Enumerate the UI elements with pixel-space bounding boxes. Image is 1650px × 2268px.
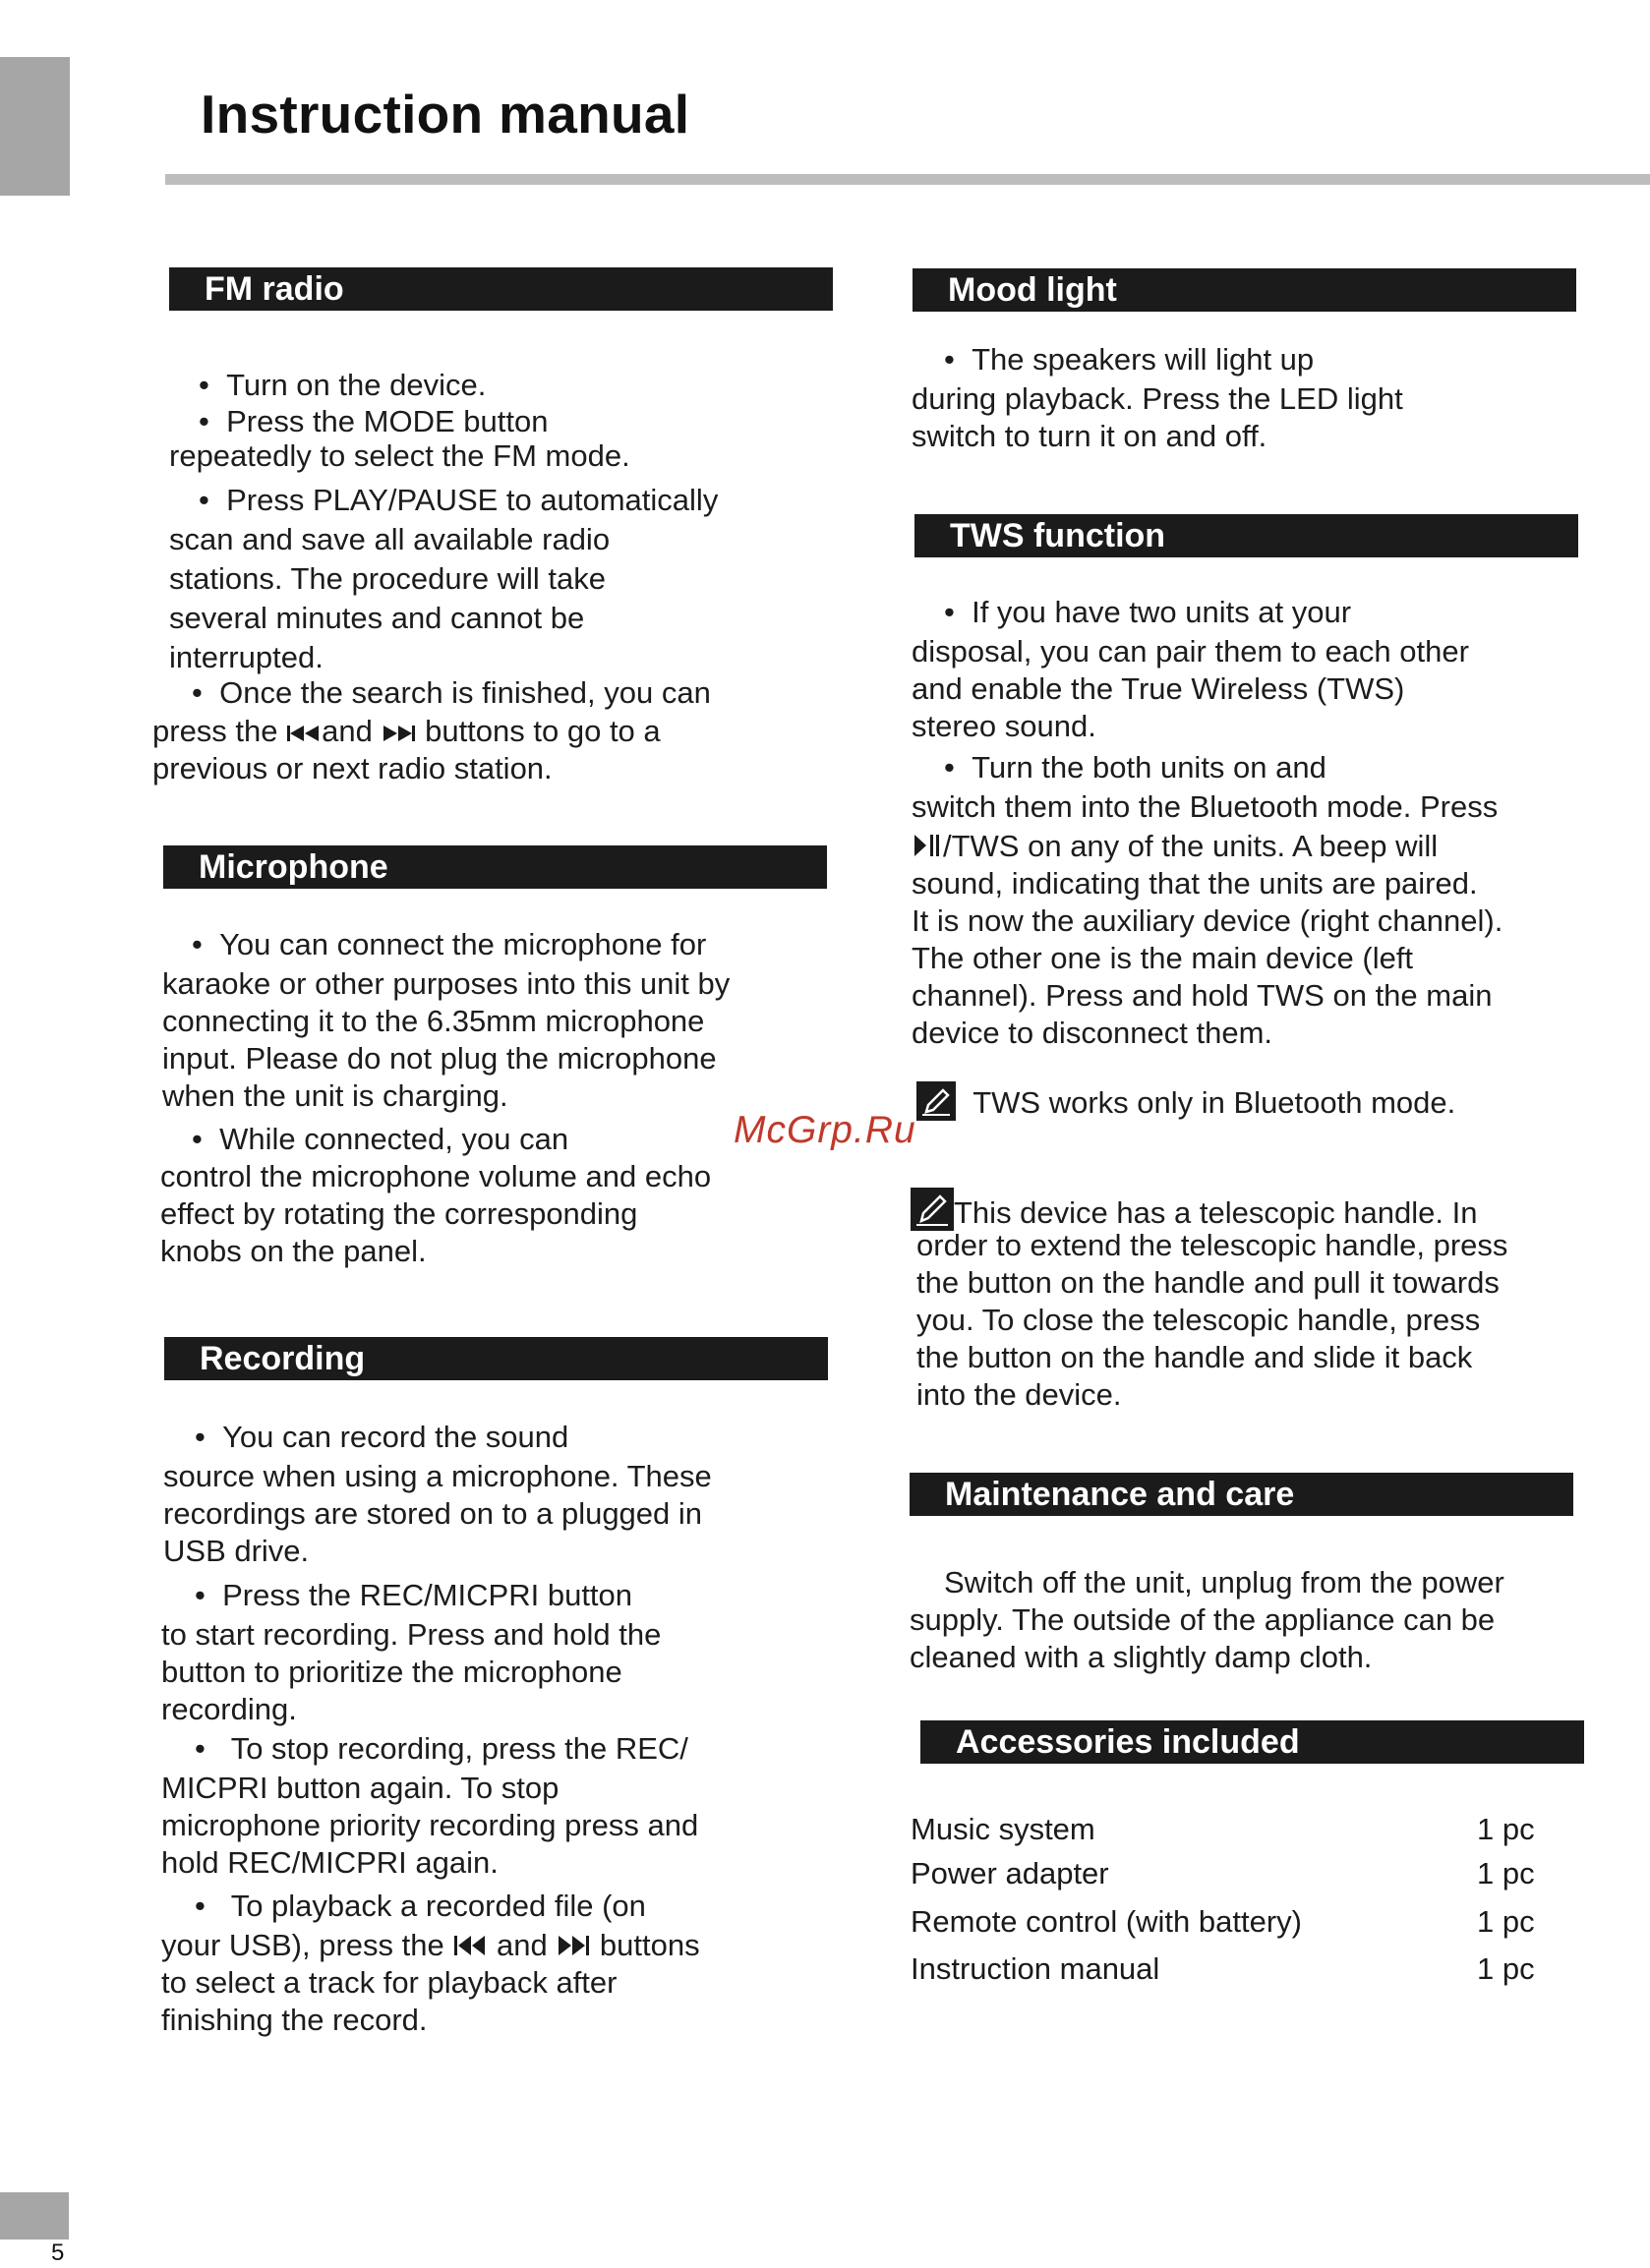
text-line: interrupted. [169,640,324,674]
header-rule [165,174,1650,185]
text-line: effect by rotating the corresponding [160,1196,638,1231]
text-line: the button on the handle and slide it back [916,1340,1473,1374]
accessory-name: Music system [911,1812,1095,1846]
page-edge-tab [0,2192,69,2239]
text-line: scan and save all available radio [169,522,611,556]
text-line: stations. The procedure will take [169,561,606,596]
text-line: disposal, you can pair them to each other [912,634,1469,669]
accessory-name: Instruction manual [911,1951,1160,1986]
text-line: connecting it to the 6.35mm microphone [162,1004,705,1038]
accessory-row [911,1951,1540,1991]
bullet-line: • To stop recording, press the REC/ [195,1731,688,1766]
play-pause-icon [912,832,943,859]
page-edge-tab [0,57,70,196]
text-line: press the and buttons to go to a [152,714,661,748]
accessory-name: Remote control (with battery) [911,1904,1302,1939]
text-line: finishing the record. [161,2003,428,2037]
text-line: karaoke or other purposes into this unit by [162,966,731,1001]
text-line: cleaned with a slightly damp cloth. [910,1640,1373,1674]
text-line: several minutes and cannot be [169,601,585,635]
section-heading-recording: Recording [164,1337,828,1380]
text-line: source when using a microphone. These [163,1459,712,1493]
bullet-line: • Once the search is finished, you can [192,675,711,710]
text-line: switch to turn it on and off. [912,419,1267,453]
section-heading-accessories: Accessories included [920,1720,1584,1764]
text-line: MICPRI button again. To stop [161,1771,560,1805]
text-line: sound, indicating that the units are paired. [912,866,1478,901]
accessory-qty: 1 pc [1477,1856,1535,1890]
text-line: input. Please do not plug the microphone [162,1041,717,1076]
text-line: your USB), press the and buttons [161,1928,700,1962]
bullet-line: • If you have two units at your [944,595,1352,629]
skip-forward-icon [381,723,416,744]
bullet-line: • Press the MODE button [199,404,549,438]
text-line: hold REC/MICPRI again. [161,1845,499,1880]
accessory-qty: 1 pc [1477,1904,1535,1939]
skip-forward-icon [556,1933,591,1958]
text-line: It is now the auxiliary device (right channel). [912,903,1503,938]
text-line: the button on the handle and pull it towards [916,1265,1500,1300]
watermark: McGrp.Ru [734,1109,916,1151]
page-title: Instruction manual [201,84,690,145]
bullet-line: • To playback a recorded file (on [195,1889,646,1923]
bullet-line: • Turn on the device. [199,368,487,402]
accessory-row [911,1812,1540,1851]
skip-back-icon [286,723,322,744]
text-line: recording. [161,1692,297,1726]
bullet-line: • Press the REC/MICPRI button [195,1578,633,1612]
text-line: you. To close the telescopic handle, press [916,1303,1481,1337]
text-line: device to disconnect them. [912,1016,1273,1050]
text-line: to select a track for playback after [161,1965,618,2000]
text-line: /TWS on any of the units. A beep will [912,828,1438,865]
text-line: during playback. Press the LED light [912,381,1403,416]
bullet-line: • The speakers will light up [944,342,1315,377]
section-heading-microphone: Microphone [163,845,827,889]
text-line: supply. The outside of the appliance can be [910,1602,1496,1637]
accessory-row [911,1856,1540,1895]
bullet-line: • While connected, you can [192,1122,569,1156]
text-line: stereo sound. [912,709,1096,743]
accessory-qty: 1 pc [1477,1951,1535,1986]
text-line: and enable the True Wireless (TWS) [912,671,1405,706]
text-line: into the device. [916,1377,1122,1412]
note-line: TWS works only in Bluetooth mode. [916,1081,1455,1122]
pencil-note-icon [916,1081,956,1121]
text-line: to start recording. Press and hold the [161,1617,662,1652]
text-line: knobs on the panel. [160,1234,427,1268]
text-line: Switch off the unit, unplug from the power [944,1565,1504,1599]
text-line: previous or next radio station. [152,751,553,785]
skip-back-icon [452,1933,488,1958]
page-number: 5 [51,2239,65,2266]
accessory-name: Power adapter [911,1856,1109,1890]
accessory-qty: 1 pc [1477,1812,1535,1846]
accessory-row [911,1904,1540,1944]
text-line: The other one is the main device (left [912,941,1414,975]
bullet-line: • Press PLAY/PAUSE to automatically [199,483,719,517]
text-line: USB drive. [163,1534,310,1568]
section-heading-maintenance: Maintenance and care [910,1473,1573,1516]
bullet-line: • You can record the sound [195,1420,569,1454]
text-line: control the microphone volume and echo [160,1159,712,1193]
section-heading-fm-radio: FM radio [169,267,833,311]
pencil-note-icon [911,1188,954,1231]
section-heading-mood-light: Mood light [913,268,1576,312]
text-line: order to extend the telescopic handle, press [916,1228,1508,1262]
section-heading-tws-function: TWS function [914,514,1578,557]
bullet-line: • Turn the both units on and [944,750,1326,785]
note-line: This device has a telescopic handle. In [911,1188,1477,1232]
text-line: repeatedly to select the FM mode. [169,438,630,473]
text-line: button to prioritize the microphone [161,1655,622,1689]
text-line: microphone priority recording press and [161,1808,699,1842]
text-line: when the unit is charging. [162,1078,508,1113]
bullet-line: • You can connect the microphone for [192,927,707,961]
text-line: recordings are stored on to a plugged in [163,1496,703,1531]
text-line: switch them into the Bluetooth mode. Press [912,789,1499,824]
text-line: channel). Press and hold TWS on the main [912,978,1493,1013]
